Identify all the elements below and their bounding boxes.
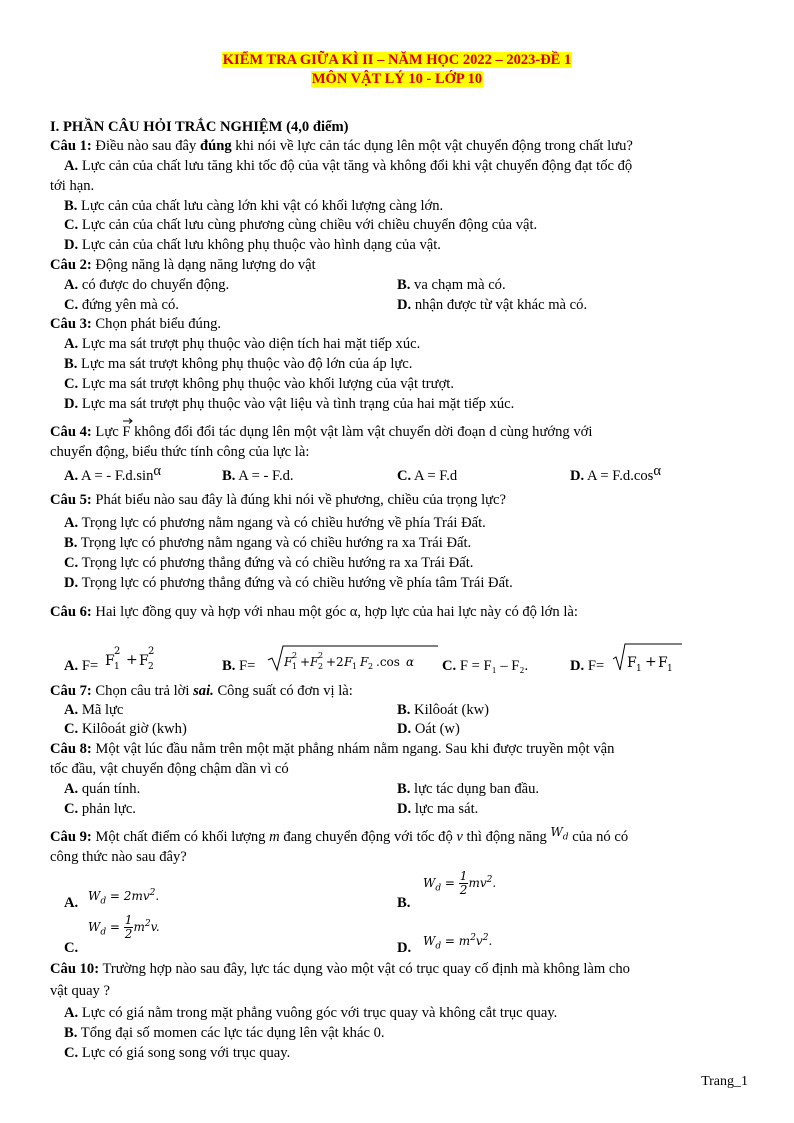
question-1-option-a-cont: tới hạn. [50, 178, 95, 194]
svg-text:2: 2 [368, 662, 374, 671]
exam-subtitle: MÔN VẬT LÝ 10 - LỚP 10 [311, 71, 483, 87]
question-8-option-d: D. lực ma sát. [397, 801, 479, 817]
formula-wd-half-m2v: $W_d$ = $\frac{1}{2}$ $m^2v$. [88, 913, 160, 941]
svg-text:1: 1 [352, 662, 358, 671]
question-10-cont: vật quay ? [50, 983, 110, 999]
question-2-option-d: D. nhận được từ vật khác mà có. [397, 297, 588, 313]
question-8-cont: tốc đầu, vật chuyển động chậm dần vì có [50, 761, 289, 777]
question-8-option-a: A. quán tính. [64, 781, 141, 797]
question-6-option-c: C. F = F₁ – F₂. [442, 658, 529, 674]
formula-wd-m2v2: $W_d = m^2v^2$. [423, 933, 493, 952]
question-7-option-c: C. Kilôoát giờ (kwh) [64, 721, 187, 737]
question-3-option-a: A. Lực ma sát trượt phụ thuộc vào diện tích hai mặt tiếp xúc. [64, 336, 421, 352]
question-4-option-b: B. A = - F.d. [222, 468, 294, 484]
question-1-option-b: B. Lực cản của chất lưu càng lớn khi vật có khối lượng càng lớn. [64, 198, 444, 214]
svg-text:+: + [126, 652, 138, 668]
question-10-option-a: A. Lực có giá nằm trong mặt phẳng vuông góc với trục quay và không cắt trục quay. [64, 1005, 558, 1021]
formula-wd-half-mv2: $W_d$ = $\frac{1}{2}$ $mv^2$. [423, 869, 497, 897]
svg-text:+: + [645, 654, 657, 670]
svg-text:F: F [284, 655, 293, 669]
question-9-option-a: A. [64, 895, 79, 911]
svg-text:1: 1 [292, 662, 298, 671]
svg-text:.cos: .cos [376, 655, 400, 669]
question-10: Câu 10: Trường hợp nào sau đây, lực tác dụng vào một vật có trục quay cố định mà không làm cho [50, 961, 630, 977]
question-10-option-c: C. Lực có giá song song với trục quay. [64, 1045, 291, 1061]
formula-wd-2mv2: $W_d = 2mv^2$. [88, 888, 160, 907]
question-6: Câu 6: Hai lực đồng quy và hợp với nhau một góc α, hợp lực của hai lực này có độ lớn là: [50, 604, 578, 620]
question-10-option-b: B. Tổng đại số momen các lực tác dụng lên vật khác 0. [64, 1025, 385, 1041]
question-4-option-a: A. A = - F.d.sinα [64, 463, 162, 484]
formula-d-sqrt-f1-plus-f1 [612, 642, 684, 674]
question-3-option-b: B. Lực ma sát trượt không phụ thuộc vào độ lớn của áp lực. [64, 356, 413, 372]
question-9: Câu 9: Một chất điểm có khối lượng m đang chuyển động với tốc độ v thì động năng $^{W_d}$ của nó có [50, 825, 629, 845]
question-5-option-a: A. Trọng lực có phương nằm ngang và có chiều hướng về phía Trái Đất. [64, 515, 486, 531]
question-7: Câu 7: Chọn câu trả lời sai. Công suất có đơn vị là: [50, 683, 353, 699]
question-1: Câu 1: Điều nào sau đây đúng khi nói về lực cản tác dụng lên một vật chuyển động trong chất lưu? [50, 138, 633, 154]
question-6-option-d: D. F= [570, 658, 605, 674]
svg-text:+: + [300, 655, 311, 669]
question-7-option-a: A. Mã lực [64, 702, 124, 718]
question-9-option-b: B. [397, 895, 411, 911]
svg-text:1: 1 [667, 664, 673, 674]
svg-text:F: F [658, 655, 668, 671]
question-8-option-c: C. phản lực. [64, 801, 136, 817]
question-2-option-b: B. va chạm mà có. [397, 277, 506, 293]
question-2-option-a: A. có được do chuyển động. [64, 277, 230, 293]
section-title: I. PHẦN CÂU HỎI TRẮC NGHIỆM (4,0 điểm) [50, 119, 349, 135]
svg-text:F: F [139, 653, 149, 669]
question-4-option-d: D. A = F.d.cosα [570, 463, 661, 484]
svg-text:F: F [105, 653, 115, 669]
question-5-option-d: D. Trọng lực có phương thẳng đứng và có chiều hướng về phía tâm Trái Đất. [64, 575, 513, 591]
question-3: Câu 3: Chọn phát biểu đúng. [50, 316, 222, 332]
svg-text:F: F [310, 655, 319, 669]
question-9-option-c: C. [64, 940, 79, 956]
svg-text:F: F [344, 655, 353, 669]
question-9-option-d: D. [397, 940, 412, 956]
question-4-cont: chuyển động, biểu thức tính công của lực là: [50, 444, 310, 460]
question-6-option-b: B. F= [222, 658, 256, 674]
question-1-option-d: D. Lực cản của chất lưu không phụ thuộc vào hình dạng của vật. [64, 237, 441, 253]
question-7-option-b: B. Kilôoát (kw) [397, 702, 490, 718]
svg-text:2: 2 [292, 651, 298, 660]
svg-text:1: 1 [114, 662, 120, 672]
svg-text:2: 2 [114, 646, 121, 657]
page-number: Trang_1 [701, 1074, 748, 1089]
svg-text:α: α [406, 655, 415, 669]
question-7-option-d: D. Oát (w) [397, 721, 460, 737]
exam-title: KIỂM TRA GIỮA KÌ II – NĂM HỌC 2022 – 2023-ĐỀ 1 [222, 52, 572, 68]
question-3-option-c: C. Lực ma sát trượt không phụ thuộc vào khối lượng của vật trượt. [64, 376, 454, 392]
svg-text:1: 1 [636, 664, 642, 674]
question-3-option-d: D. Lực ma sát trượt phụ thuộc vào vật liệu và tình trạng của hai mặt tiếp xúc. [64, 396, 515, 412]
question-5-option-b: B. Trọng lực có phương nằm ngang và có chiều hướng ra xa Trái Đất. [64, 535, 472, 551]
force-vector-symbol: F [122, 423, 130, 442]
question-5-option-c: C. Trọng lực có phương thẳng đứng và có chiều hướng ra xa Trái Đất. [64, 555, 474, 571]
question-8-option-b: B. lực tác dụng ban đầu. [397, 781, 540, 797]
svg-text:F: F [627, 655, 637, 671]
svg-text:F: F [360, 655, 369, 669]
question-9-cont: công thức nào sau đây? [50, 849, 187, 865]
question-2-option-c: C. đứng yên mà có. [64, 297, 179, 313]
question-2: Câu 2: Động năng là dạng năng lượng do vật [50, 257, 316, 273]
question-1-option-c: C. Lực cản của chất lưu cùng phương cùng chiều với chiều chuyển động của vật. [64, 217, 538, 233]
vector-arrow-icon [122, 417, 134, 425]
svg-text:+: + [326, 655, 337, 669]
formula-a-f1sq-plus-f2sq [104, 638, 166, 674]
question-6-option-a: A. F= [64, 658, 99, 674]
svg-text:2: 2 [318, 651, 324, 660]
question-4: Câu 4: Lực F không đổi đổi tác dụng lên một vật làm vật chuyển dời đoạn d cùng hướng với [50, 423, 762, 442]
svg-text:2: 2 [336, 655, 344, 669]
svg-text:2: 2 [148, 646, 155, 657]
svg-text:2: 2 [318, 662, 324, 671]
question-8: Câu 8: Một vật lúc đầu nằm trên một mặt phẳng nhám nằm ngang. Sau khi được truyền một vận [50, 741, 615, 757]
svg-text:2: 2 [148, 662, 154, 672]
formula-b-sqrt [266, 644, 440, 674]
question-1-option-a: A. Lực cản của chất lưu tăng khi tốc độ của vật tăng và không đổi khi vật chuyển động đạt tốc độ [64, 158, 633, 174]
question-5: Câu 5: Phát biểu nào sau đây là đúng khi nói về phương, chiều của trọng lực? [50, 492, 506, 508]
question-4-option-c: C. A = F.d [397, 468, 458, 484]
